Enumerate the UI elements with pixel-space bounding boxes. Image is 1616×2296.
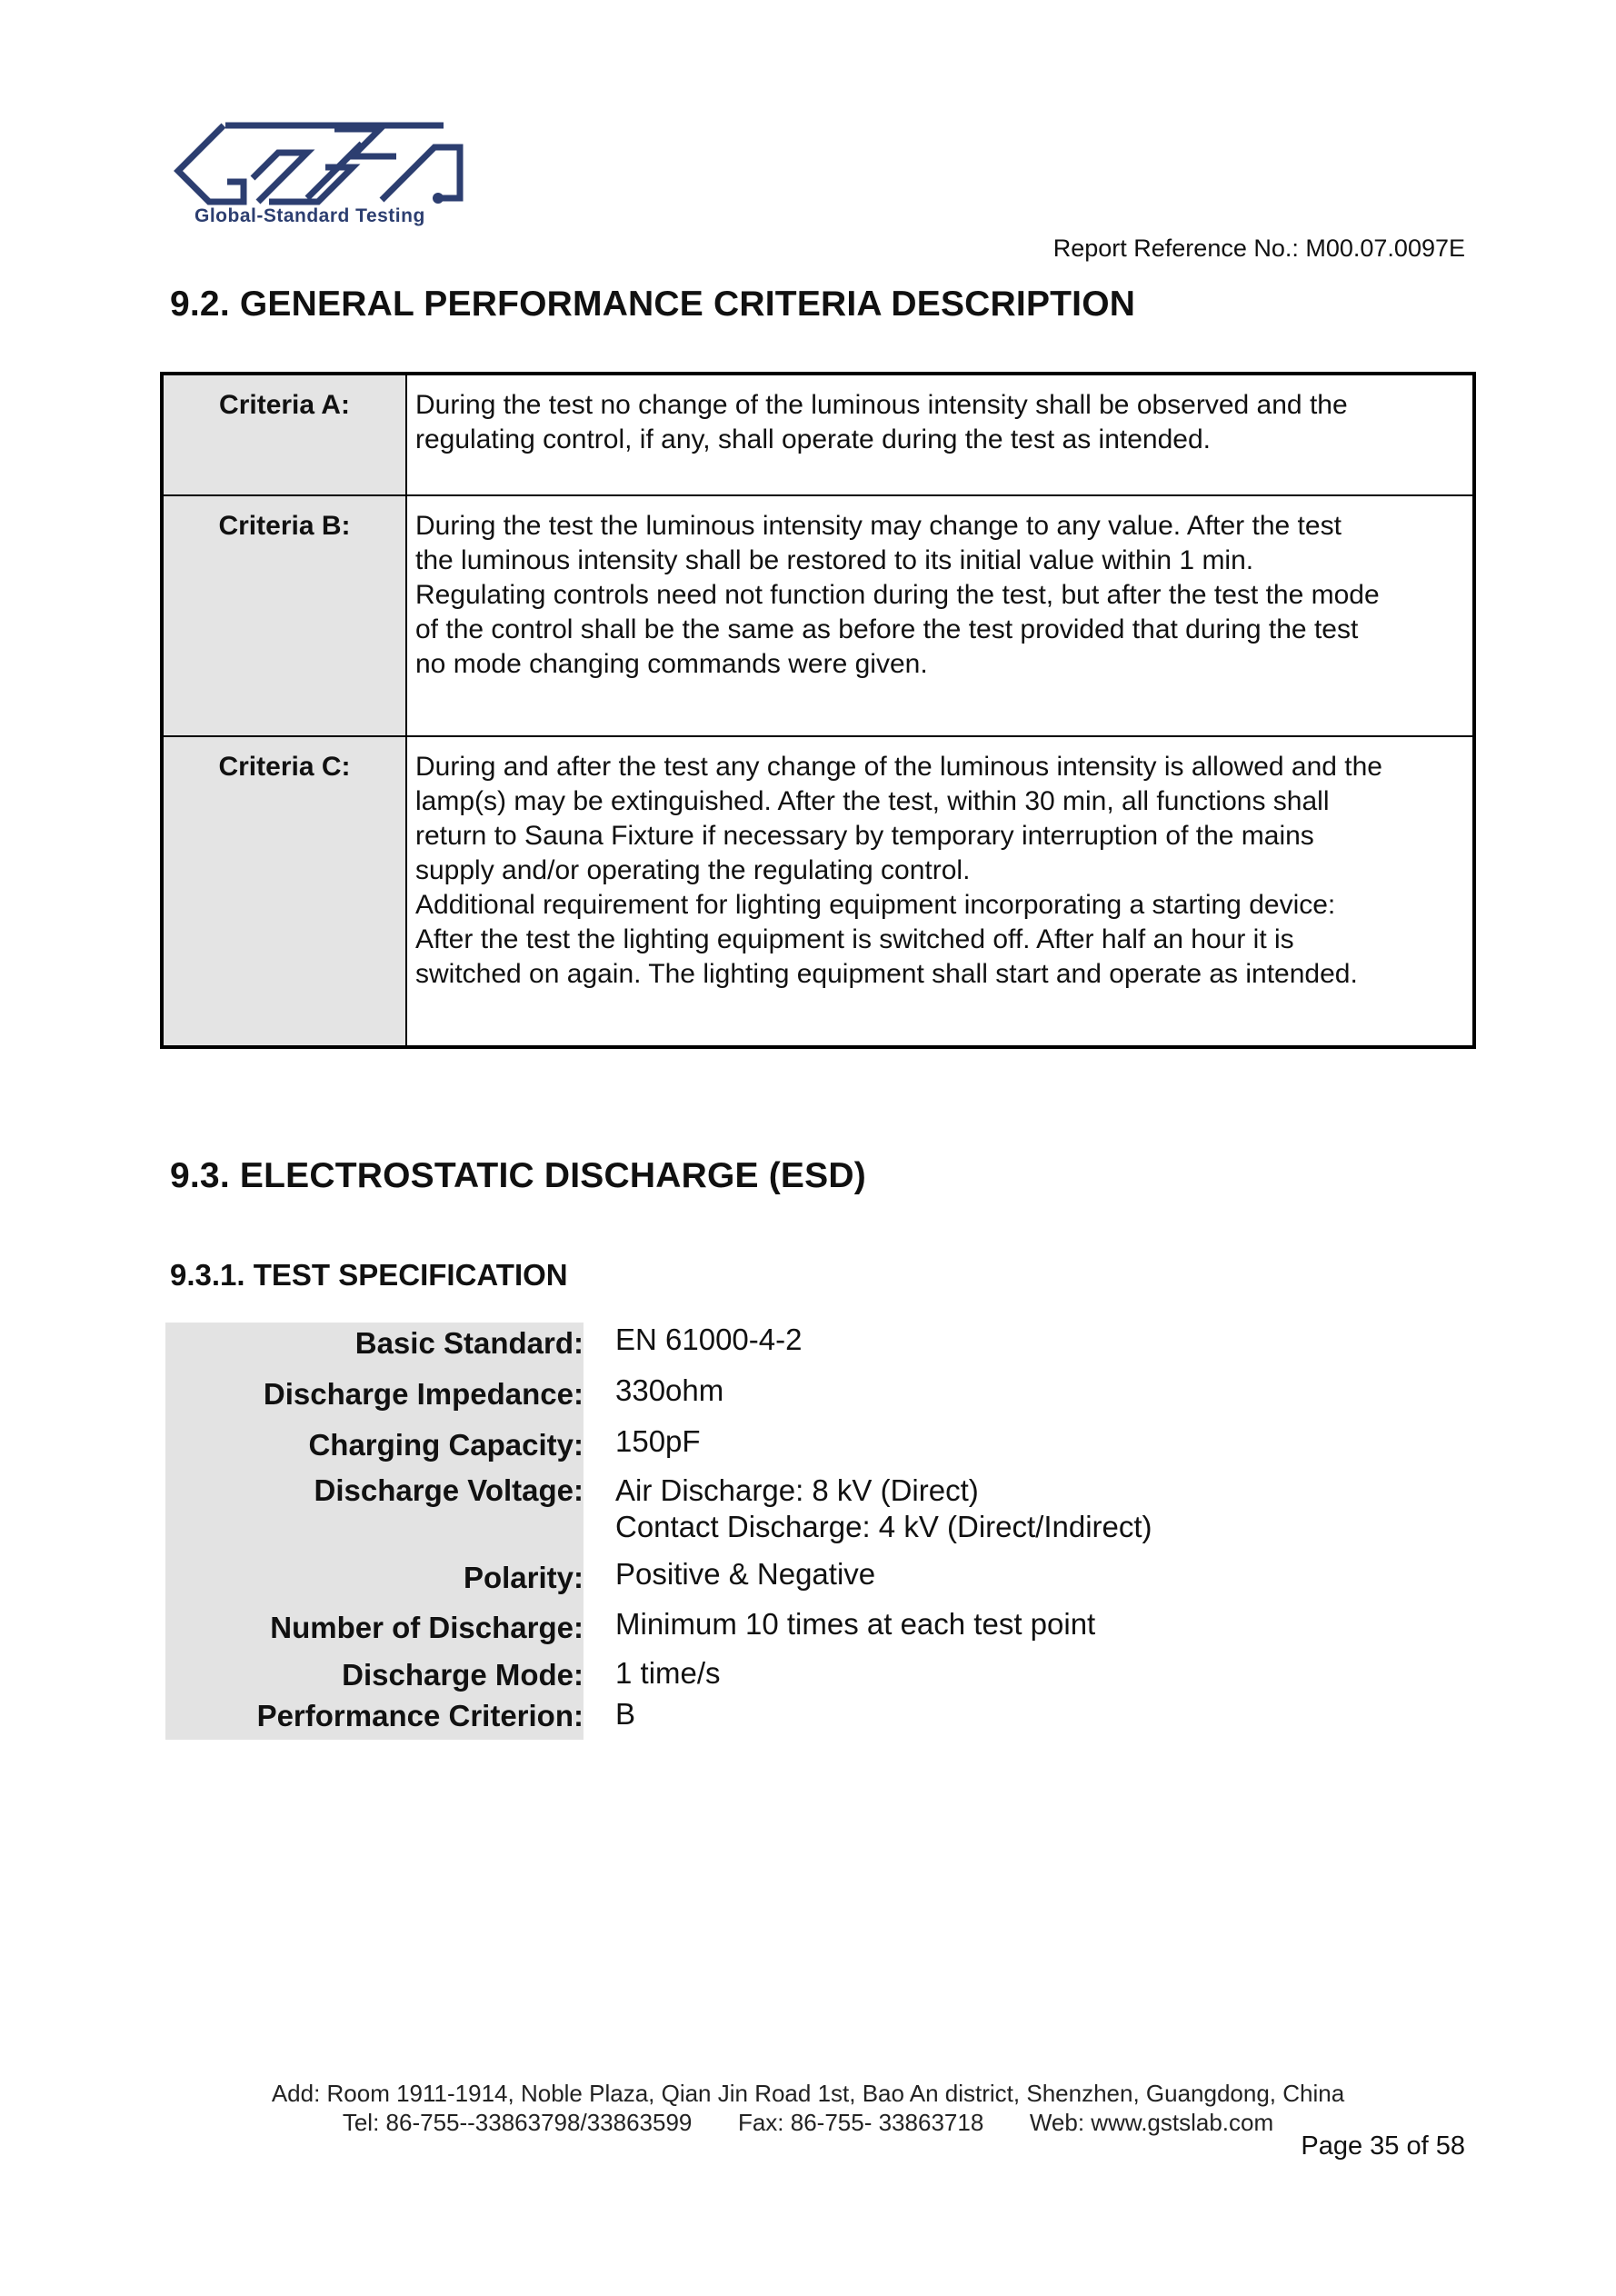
spec-value: Positive & Negative bbox=[615, 1557, 876, 1591]
spec-value: 1 time/s bbox=[615, 1656, 721, 1690]
section-9-3-title: 9.3. ELECTROSTATIC DISCHARGE (ESD) bbox=[170, 1156, 866, 1195]
spec-value: EN 61000-4-2 bbox=[615, 1323, 803, 1356]
footer-address: Add: Room 1911-1914, Noble Plaza, Qian Jin Road 1st, Bao An district, Shenzhen, Guangdong, China bbox=[271, 2080, 1345, 2107]
criteria-description: During and after the test any change of the luminous intensity is allowed and the lamp(s) may be extinguished. After the test, within 30 min, all functions shall return to Sauna Fixture if necessary by temporary interruption of the mains supply and/or operating the regulating control. Additional requirement for lighting equipment incorporating a starting device: After the test the lighting equipment is switched off. After half an hour it is switched on again. The lighting equipment shall start and operate as intended. bbox=[406, 736, 1474, 1047]
spec-label: Discharge Voltage: bbox=[314, 1473, 584, 1507]
section-9-3-1-title: 9.3.1. TEST SPECIFICATION bbox=[170, 1258, 568, 1292]
spec-label: Discharge Impedance: bbox=[263, 1377, 584, 1411]
page-number: Page 35 of 58 bbox=[1301, 2131, 1465, 2161]
spec-value-secondary: Contact Discharge: 4 kV (Direct/Indirect) bbox=[615, 1510, 1152, 1543]
spec-label: Polarity: bbox=[463, 1561, 584, 1594]
spec-value: Minimum 10 times at each test point bbox=[615, 1607, 1096, 1641]
spec-label: Charging Capacity: bbox=[308, 1428, 584, 1462]
criteria-table bbox=[160, 372, 1476, 1049]
criteria-label: Criteria C: bbox=[162, 736, 406, 1047]
logo-text: Global-Standard Testing bbox=[195, 205, 425, 226]
spec-label: Number of Discharge: bbox=[270, 1611, 584, 1644]
spec-value: B bbox=[615, 1697, 636, 1731]
criteria-label: Criteria A: bbox=[162, 374, 406, 495]
spec-value: Air Discharge: 8 kV (Direct) bbox=[615, 1473, 979, 1507]
table-row bbox=[162, 736, 1474, 1047]
spec-label: Discharge Mode: bbox=[342, 1658, 584, 1692]
footer-fax: Fax: 86-755- 33863718 bbox=[737, 2109, 984, 2136]
spec-label: Basic Standard: bbox=[354, 1326, 584, 1360]
spec-value: 150pF bbox=[615, 1424, 701, 1458]
footer-web: Web: www.gstslab.com bbox=[1029, 2109, 1274, 2136]
table-row bbox=[162, 495, 1474, 736]
section-9-2-title: 9.2. GENERAL PERFORMANCE CRITERIA DESCRIPTION bbox=[170, 285, 1136, 324]
table-row bbox=[162, 374, 1474, 495]
footer-tel: Tel: 86-755--33863798/33863599 bbox=[342, 2109, 693, 2136]
spec-label: Performance Criterion: bbox=[256, 1699, 584, 1732]
criteria-description: During the test no change of the luminous intensity shall be observed and the regulating control, if any, shall operate during the test as intended. bbox=[406, 374, 1474, 495]
criteria-description: During the test the luminous intensity may change to any value. After the test the luminous intensity shall be restored to its initial value within 1 min. Regulating controls need not function during the test, but after the test the mode of the control shall be the same as before the test provided that during the test no mode changing commands were given. bbox=[406, 495, 1474, 736]
criteria-label: Criteria B: bbox=[162, 495, 406, 736]
spec-value: 330ohm bbox=[615, 1373, 724, 1407]
report-reference: Report Reference No.: M00.07.0097E bbox=[1052, 235, 1465, 262]
